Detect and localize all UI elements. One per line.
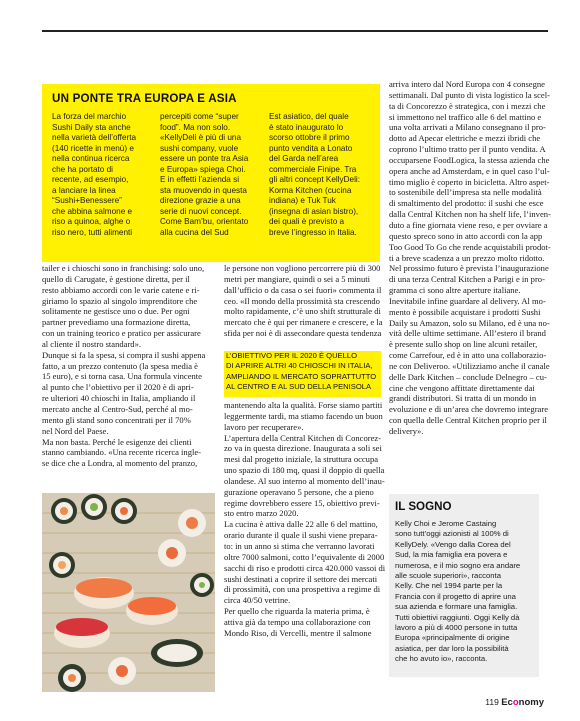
box-ponte-col2 [160, 112, 264, 239]
text-line: uno spazio di 180 mq, quasi il doppio di quella [224, 465, 385, 476]
text-line: «KellyDeli è più di una [160, 133, 242, 143]
text-line: ti a breve scadenza a un prezzo molto ridotto. [389, 252, 545, 263]
text-line: Europa «principalmente di origine [395, 633, 510, 643]
text-line: sushi destinati a coprire il settore dei mercati [224, 573, 378, 584]
text-line: AMPLIANDO IL MERCATO SOPRATTUTTO [226, 371, 377, 381]
text-line: Nel prossimo futuro è prevista l’inaugurazione [389, 263, 549, 274]
text-line: tailer e i chioschi sono in franchising: solo uno, [42, 263, 205, 273]
text-line: asiatica, per dar loro la possibilità [395, 643, 509, 653]
text-line: occuparsene FoodLogica, la stessa azienda che [389, 154, 550, 165]
text-line: sono tutt’oggi azionisti al 100% di [395, 529, 509, 539]
text-line: al cliente il nostro standard». [42, 338, 141, 349]
text-line: Mondo Riso, di Vercelli, mentre il salmone [224, 627, 372, 638]
column-mid-top [224, 263, 381, 339]
text-line: gramma ci sono altre aperture italiane. [389, 285, 521, 296]
text-line: molto rapidamente, c’è uno shift strutturale di [224, 306, 381, 317]
text-line: lavoro a più di 4000 persone in tutta [395, 623, 518, 633]
text-line: timo miglio è coperto in bicicletta. Altro aspet- [389, 176, 550, 187]
text-line: fatto, a un prezzo contenuto (la spesa media è [42, 360, 198, 371]
text-line: alla cucina del Sud [160, 228, 229, 238]
text-line: le persone non vogliono percorrere più di 300 [224, 263, 381, 273]
text-line: Daily su Amazon, solo su Milano, ed è una no- [389, 317, 550, 328]
text-line: Kelly Choi e Jerome Castaing [395, 519, 497, 528]
text-line: grandi distributori. Si tratta di un mondo in [389, 393, 537, 404]
text-line: lavoro per recuperare». [224, 421, 304, 432]
box-ponte-title: UN PONTE TRA EUROPA E ASIA [52, 92, 237, 105]
text-line: numerosa, e il mio sogno era andare [395, 560, 521, 570]
text-line: di prossimità, con una prospettiva a regime di [224, 584, 381, 595]
text-line: stanno cambiando. «Una recente ricerca ingle- [42, 447, 201, 458]
text-line: sushi company, vuole [160, 143, 239, 153]
text-line: sta muovendo in questa [160, 185, 247, 195]
text-line: con un training teorico e pratico per assicurare [42, 328, 201, 339]
text-line: commerciale Finipe. Tra [269, 164, 357, 174]
text-line: La forza del marchio [52, 112, 127, 121]
text-line: che ho avuto io», racconta. [395, 654, 488, 664]
text-line: resto abbiamo accordi con le varie catene e ri- [42, 284, 200, 295]
text-line: La cucina è attiva dalle 22 alle 6 del mattino, [224, 519, 378, 530]
text-line: DI APRIRE ALTRI 40 CHIOSCHI IN ITALIA, [226, 361, 373, 371]
text-line: coprono l’ultimo tratto per il punto vendita. A [389, 144, 546, 155]
text-line: percepiti come “super [160, 112, 239, 121]
text-line: L’apertura della Central Kitchen di Concorez- [224, 432, 382, 443]
text-line: al punto che l’obiettivo per il 2020 è di apri- [42, 382, 194, 393]
sushi-photo [42, 493, 215, 692]
text-line: alle scuole superiori», racconta [395, 571, 501, 581]
text-line: nella continua ricerca [52, 154, 130, 164]
text-line: dotto ad Apecar elettriche e mezzi ibridi che [389, 133, 541, 144]
text-line: settimanali. Dal punto di vista logistico la scel- [389, 89, 550, 100]
text-line: Korma Kitchen (cucina [269, 185, 352, 195]
box-ponte-col3 [269, 112, 373, 239]
text-line: gurazione operavano 5 persone, che a pieno [224, 486, 374, 497]
page-number: 119 [485, 697, 499, 707]
text-line: circa 40/50 vetrine. [224, 595, 291, 606]
text-line: (insegna di asian bistro), [269, 206, 359, 216]
pull-quote [224, 351, 381, 397]
text-line: gli altri concept KellyDeli: [269, 175, 361, 185]
text-line: Inevitabile infine guardare al delivery. Al mo- [389, 295, 546, 306]
text-line: recente, ad esempio, [52, 175, 129, 185]
logo-suffix: nomy [518, 697, 544, 708]
text-line: si immettono nel traffico alle 6 del mattino e [389, 111, 542, 122]
text-line: duto a fine giornata viene reso, e per ovviare a [389, 219, 548, 230]
text-line: essere un ponte tra Asia [160, 154, 249, 164]
text-line: riso nero, tutti alimenti [52, 228, 133, 238]
text-line: delivery». [389, 426, 424, 436]
text-line: 15 euro), e si torna casa. Una formula vincente [42, 371, 202, 382]
text-line: evoluzione e di un’area che dovremo integrare [389, 404, 548, 415]
text-line: dall’ufficio o da casa o sei fuori» commenta il [224, 284, 382, 295]
text-line: “Sushi+Benessere” [52, 196, 122, 206]
text-line: nella varietà dell’offerta [52, 133, 137, 143]
text-line: del Garda nell’area [269, 154, 339, 164]
text-line: mesi dal progetto iniziale, la struttura occupa [224, 454, 379, 465]
logo-prefix: Ec [501, 697, 513, 708]
text-line: regime dovrebbero essere 15, obiettivo previ- [224, 497, 380, 508]
text-line: che ha portato di [52, 164, 113, 174]
text-line: serie di nuovi concept. [160, 206, 242, 216]
text-line: vità delle ultime settimane. All’estero il brand [389, 328, 546, 339]
text-line: metri per mangiare, quindi o sei a 5 minuti [224, 273, 370, 284]
text-line: punto vendita a Lonato [269, 143, 353, 153]
logo-ring: o [512, 697, 519, 708]
text-line: è presente sullo shop on line alcuni retailer, [389, 339, 538, 350]
text-line: a lanciare la linea [52, 185, 116, 195]
box-ponte-col1 [52, 112, 156, 239]
text-line: AL CENTRO E AL SUD DELLA PENISOLA [226, 381, 372, 391]
text-line: re ulteriori 40 chioschi in Italia, ampliando il [42, 393, 196, 404]
text-line: che abbina salmone e [52, 206, 133, 216]
text-line: riso a quinoa, alghe o [52, 217, 131, 227]
text-line: E in effetti l’azienda si [160, 175, 240, 185]
text-line: ne con Deliveroo. «Utilizziamo anche il canale [389, 360, 550, 371]
text-line: ta di Concorezzo è strategica, con i mezzi che [389, 100, 546, 111]
text-line: sfida per noi è di assecondare questa tendenza [224, 328, 382, 339]
text-line: oltre 7000 salmoni, cotto l’equivalente di 2000 [224, 551, 385, 562]
text-line: di una terza Central Kitchen a Parigi e in pro- [389, 274, 545, 285]
text-line: Dunque si fa la spesa, si compra il sushi appena [42, 349, 206, 360]
box-sogno [389, 494, 539, 677]
text-line: questo spreco sono in atto accordi con la app [389, 230, 543, 241]
text-line: to: in un anno si stima che verranno lavorati [224, 540, 375, 551]
text-line: se dice che a Londra, al momento del pranzo, [42, 458, 198, 469]
text-line: Sushi Daily sta anche [52, 122, 131, 132]
box-sogno-title: IL SOGNO [395, 500, 452, 513]
text-line: e Europa» spiega Choi. [160, 164, 246, 174]
column-left [42, 263, 215, 469]
text-line: Francia con il progetto di aprire una [395, 591, 516, 601]
text-line: Tutti obiettivi raggiunti. Oggi Kelly dà [395, 612, 520, 622]
text-line: ceo. «Il mondo della prossimità sta crescendo [224, 295, 380, 306]
text-line: quello di Carugate, è gestione diretta, per il [42, 273, 190, 284]
text-line: sto entro marzo 2020. [224, 508, 299, 519]
text-line: breve l’ingresso in Italia. [269, 228, 357, 238]
pull-quote-text [224, 351, 381, 392]
column-mid-bottom [224, 400, 386, 639]
text-line: dalla Central Kitchen non ha shelf life, l’inven- [389, 209, 551, 220]
box-ponte [42, 84, 380, 262]
text-line: sua azienda e formare una famiglia. [395, 602, 518, 612]
text-line: con quella delle Central Kitchen proprio per il [389, 415, 547, 426]
text-line: Kelly. Che nel 1994 parte per la [395, 581, 503, 591]
text-line: sacchi di riso e prodotti circa 420.000 vassoi di [224, 562, 386, 573]
text-line: indiana) e Tuk Tuk [269, 196, 336, 206]
text-line: come Carrefour, ed è in atto una collaborazio- [389, 350, 547, 361]
text-line: di smaltimento del prodotto: il sushi che esce [389, 198, 544, 209]
text-line: (140 ricette in menù) e [52, 143, 134, 153]
text-line: olandese. Al suo interno al momento dell’inau- [224, 475, 385, 486]
text-line: Est asiatico, del quale [269, 112, 349, 121]
text-line: giriamo lo spazio al singolo imprenditore che [42, 295, 198, 306]
text-line: mento gli stand sono concentrati per il 70% [42, 414, 191, 425]
text-line: delle Dark Kitchen – conclude Delnegro – cu- [389, 371, 547, 382]
text-line: Ma non basta. Perché le esigenze dei clienti [42, 436, 192, 447]
text-line: zo va in questa direzione. Inaugurata a soli sei [224, 443, 382, 454]
text-line: solitamente ne gestisce uno o due. Per ogni [42, 306, 190, 317]
text-line: L’OBIETTIVO PER IL 2020 È QUELLO [226, 351, 357, 360]
text-line: una volta arrivati a Milano consegnano il pro- [389, 122, 546, 133]
column-right [389, 79, 551, 437]
text-line: Too Good To Go che rende acquistabili prodot- [389, 241, 551, 252]
text-line: mento è possibile acquistare i prodotti Sushi [389, 306, 541, 317]
text-line: to sostenibile dell’impresa sta nelle modalità [389, 187, 542, 198]
text-line: Come Bam’bu, orientato [160, 217, 249, 227]
text-line: mercato anche al Centro-Sud, perché al mo- [42, 403, 193, 414]
text-line: leggermente tardi, ma stiamo facendo un buon [224, 410, 383, 421]
text-line: opera anche ad Amsterdam, e in quel caso l’ul- [389, 165, 550, 176]
text-line: mantenendo alta la qualità. Forse siamo partiti [224, 400, 383, 410]
text-line: partner prevediamo una formazione diretta, [42, 317, 191, 328]
text-line: KellyDely. «Vengo dalla Corea del [395, 539, 511, 549]
top-rule [42, 30, 548, 32]
text-line: Sud, la mia famiglia era povera e [395, 550, 508, 560]
box-sogno-text [395, 519, 537, 665]
text-line: arriva intero dal Nord Europa con 4 consegne [389, 79, 545, 89]
text-line: Per quello che riguarda la materia prima, è [224, 606, 370, 617]
text-line: scorso ottobre il primo [269, 133, 350, 143]
text-line: direzione grazie a una [160, 196, 241, 206]
page-footer [485, 697, 544, 708]
text-line: attiva già da tempo una collaborazione con [224, 616, 371, 627]
text-line: è stato inaugurato lo [269, 122, 344, 132]
text-line: cine che vengono affittate direttamente dai [389, 382, 535, 393]
text-line: food”. Ma non solo. [160, 122, 231, 132]
text-line: mercato che è qui per rimanere e crescere, e la [224, 317, 383, 328]
text-line: dei quali è previsto a [269, 217, 345, 227]
text-line: nel Nord del Paese. [42, 425, 109, 436]
text-line: orario durante il quale il sushi viene prepara- [224, 530, 378, 541]
magazine-logo [501, 697, 544, 708]
